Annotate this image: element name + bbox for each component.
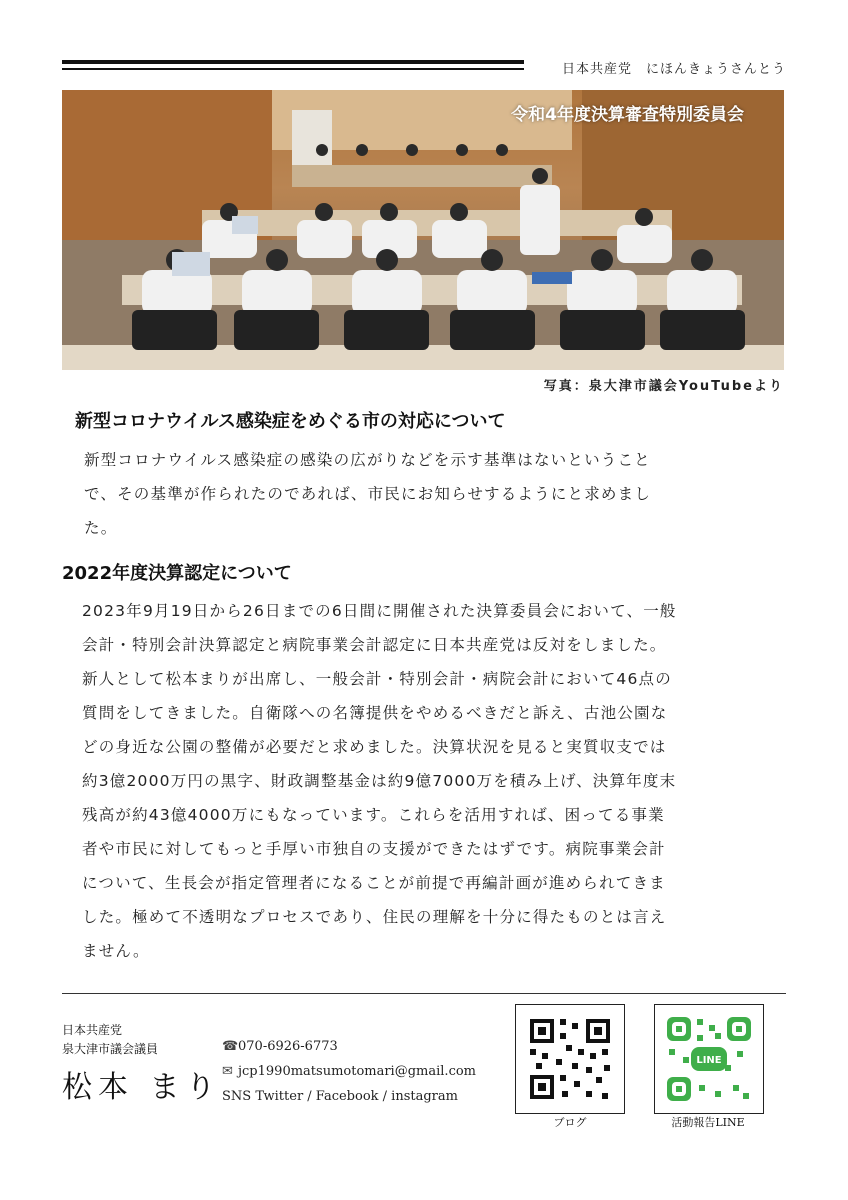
email-address: jcp1990matsumotomari@gmail.com — [238, 1064, 476, 1079]
org-line: 泉大津市議会議員 — [62, 1042, 159, 1056]
header-rule — [62, 60, 524, 70]
contact-phone — [222, 1039, 338, 1054]
text-line: ません。 — [82, 942, 150, 960]
text-line: 残高が約43億4000万にもなっています。これらを活用すれば、困ってる事業 — [82, 806, 665, 824]
org-line: 日本共産党 — [62, 1023, 123, 1037]
section-body-covid — [84, 443, 651, 545]
text-line: について、生長会が指定管理者になることが前提で再編計画が進められてきま — [82, 874, 666, 892]
text-line: 新型コロナウイルス感染症の感染の広がりなどを示す基準はないということ — [84, 451, 651, 469]
line-logo-text: LINE — [696, 1055, 722, 1066]
text-line: 者や市民に対してもっと手厚い市独自の支援ができたはずです。病院事業会計 — [82, 840, 666, 858]
contact-email — [222, 1064, 476, 1079]
committee-photo — [62, 90, 784, 370]
councillor-name: 松本 まり — [62, 1070, 222, 1105]
text-line: 会計・特別会計決算認定と病院事業会計認定に日本共産党は反対をしました。 — [82, 636, 667, 654]
blog-qr-code[interactable] — [515, 1004, 625, 1114]
text-line: した。極めて不透明なプロセスであり、住民の理解を十分に得たものとは言え — [82, 908, 667, 926]
phone-icon: ☎ — [222, 1039, 239, 1054]
line-qr-label: 活動報告LINE — [671, 1116, 745, 1129]
phone-number: 070-6926-6773 — [238, 1039, 338, 1054]
line-qr-code[interactable] — [654, 1004, 764, 1114]
text-line: 2023年9月19日から26日までの6日間に開催された決算委員会において、一般 — [82, 602, 677, 620]
text-line: 質問をしてきました。自衛隊への名簿提供をやめるべきだと訴え、古池公園な — [82, 704, 668, 722]
photo-caption: 写真：泉大津市議会YouTubeより — [543, 379, 784, 394]
text-line: た。 — [84, 519, 118, 537]
photo-title: 令和4年度決算審査特別委員会 — [511, 105, 744, 125]
blog-qr-label: ブログ — [553, 1116, 587, 1129]
text-line: 新人として松本まりが出席し、一般会計・特別会計・病院会計において46点の — [82, 670, 672, 688]
text-line: 約3億2000万円の黒字、財政調整基金は約9億7000万を積み上げ、決算年度末 — [82, 772, 677, 790]
footer-organization — [62, 1021, 158, 1059]
text-line: どの身近な公園の整備が必要だと求めました。決算状況を見ると実質収支では — [82, 738, 667, 756]
party-header-label: 日本共産党 にほんきょうさんとう — [562, 62, 787, 77]
section-heading-budget: 2022年度決算認定について — [62, 563, 292, 584]
section-heading-covid: 新型コロナウイルス感染症をめぐる市の対応について — [75, 411, 506, 432]
contact-sns: SNS Twitter / Facebook / instagram — [222, 1089, 458, 1104]
text-line: で、その基準が作られたのであれば、市民にお知らせするようにと求めまし — [84, 485, 652, 503]
mail-icon: ✉ — [222, 1064, 233, 1079]
footer-divider — [62, 993, 786, 994]
section-body-budget — [82, 594, 677, 968]
